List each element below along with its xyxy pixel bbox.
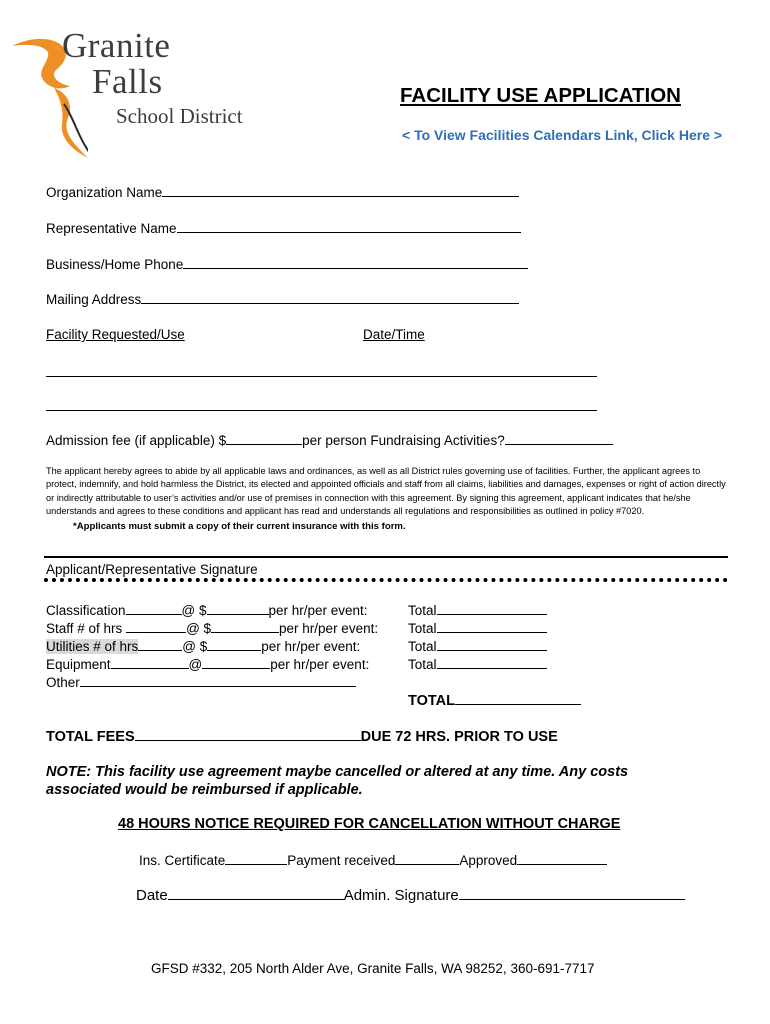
organization-line[interactable] [162,184,519,197]
signature-top-rule [44,556,728,558]
date-time-label: Date/Time [363,327,425,342]
admin-row[interactable] [136,886,685,904]
total-label: Total [408,657,437,672]
facility-line-1[interactable] [46,376,597,377]
total-fees-label: TOTAL FEES [46,729,135,745]
classification-rate-line[interactable] [207,602,269,615]
staff-rate-label: @ $ [186,621,212,636]
other-line[interactable] [80,674,356,687]
classification-row[interactable] [46,602,368,618]
terms-paragraph: The applicant hereby agrees to abide by all applicable laws and ordinances, as well as all District rules governing use of facilities. Further, the applicant agrees to protect, indemnify, and hold harmless the District, its elected and appointed officials and staff from all claims, liabilities and damages, expenses or right of action directly or indirectly attributable to user’s activities and/or use of premises in connection with this agreement. By signing this agreement, applicant indicates that he/she understands and agrees to these conditions and applicant has read and understands all regulations and responsibilities as outlined in policy #7020. [46,466,726,517]
calendar-link[interactable]: < To View Facilities Calendars Link, Click Here > [402,127,723,143]
total-line[interactable] [437,620,547,633]
grand-total-line[interactable] [455,691,581,705]
facility-line-2[interactable] [46,410,597,411]
total-label: Total [408,603,437,618]
staff-unit-label: per hr/per event: [279,621,379,636]
utilities-hours-line[interactable] [138,638,182,651]
office-use-row[interactable] [139,852,607,868]
organization-label: Organization Name [46,185,163,200]
phone-line[interactable] [183,256,528,269]
date-label: Date [136,887,168,904]
insurance-note: *Applicants must submit a copy of their current insurance with this form. [73,521,406,532]
cancellation-policy-note: NOTE: This facility use agreement maybe cancelled or altered at any time. Any costs associated would be reimbursed if applicable. [46,764,629,798]
signature-label: Applicant/Representative Signature [46,562,258,577]
classification-unit-label: per hr/per event: [268,603,368,618]
representative-line[interactable] [177,220,521,233]
equipment-total[interactable] [408,656,547,672]
total-fees-line[interactable] [135,727,361,741]
grand-total-label: TOTAL [408,693,455,709]
total-line[interactable] [437,638,547,651]
page-title: FACILITY USE APPLICATION [400,84,681,107]
organization-field[interactable] [46,184,519,200]
address-label: Mailing Address [46,292,142,307]
other-label: Other [46,675,80,690]
utilities-label: Utilities # of hrs [46,639,139,654]
address-field[interactable] [46,291,519,307]
phone-field[interactable] [46,256,528,272]
equipment-qty-line[interactable] [111,656,189,669]
staff-row[interactable] [46,620,378,636]
logo-line-granite: Granite [62,26,171,65]
logo-line-school-district: School District [116,104,243,128]
address-line[interactable] [141,291,519,304]
footer-address: GFSD #332, 205 North Alder Ave, Granite Falls, WA 98252, 360-691-7717 [151,961,595,976]
equipment-row[interactable] [46,656,369,672]
admission-field[interactable] [46,432,613,448]
logo-line-falls: Falls [92,62,163,101]
total-line[interactable] [437,656,547,669]
admin-signature-line[interactable] [459,886,685,900]
total-line[interactable] [437,602,547,615]
approved-label: Approved [459,853,518,868]
cancellation-notice: 48 HOURS NOTICE REQUIRED FOR CANCELLATION WITHOUT CHARGE [118,816,621,832]
other-row[interactable] [46,674,356,690]
total-fees-row[interactable] [46,727,558,745]
ins-certificate-label: Ins. Certificate [139,853,226,868]
admission-label: Admission fee (if applicable) $ [46,433,227,448]
admission-fee-line[interactable] [226,432,302,445]
admin-signature-label: Admin. Signature [343,887,459,904]
utilities-rate-line[interactable] [207,638,261,651]
equipment-rate-label: @ [188,657,203,672]
utilities-total[interactable] [408,638,547,654]
staff-label: Staff # of hrs [46,621,123,636]
grand-total-field[interactable] [408,691,581,709]
fundraising-label: per person Fundraising Activities? [302,433,505,448]
equipment-rate-line[interactable] [202,656,270,669]
ins-certificate-line[interactable] [225,852,287,865]
representative-field[interactable] [46,220,521,236]
due-notice: DUE 72 HRS. PRIOR TO USE [360,729,558,745]
phone-label: Business/Home Phone [46,257,184,272]
classification-label: Classification [46,603,126,618]
utilities-unit-label: per hr/per event: [261,639,361,654]
equipment-label: Equipment [46,657,111,672]
total-label: Total [408,621,437,636]
fundraising-line[interactable] [505,432,613,445]
staff-hours-line[interactable] [126,620,186,633]
staff-rate-line[interactable] [211,620,279,633]
classification-qty-line[interactable] [126,602,182,615]
signature-line[interactable] [44,578,728,582]
total-label: Total [408,639,437,654]
equipment-unit-label: per hr/per event: [270,657,370,672]
staff-total[interactable] [408,620,547,636]
representative-label: Representative Name [46,221,177,236]
utilities-row[interactable] [46,638,360,654]
date-line[interactable] [168,886,344,900]
classification-total[interactable] [408,602,547,618]
classification-rate-label: @ $ [181,603,207,618]
payment-received-label: Payment received [287,853,396,868]
utilities-rate-label: @ $ [182,639,208,654]
approved-line[interactable] [517,852,607,865]
facility-requested-label: Facility Requested/Use [46,327,185,342]
payment-received-line[interactable] [395,852,459,865]
